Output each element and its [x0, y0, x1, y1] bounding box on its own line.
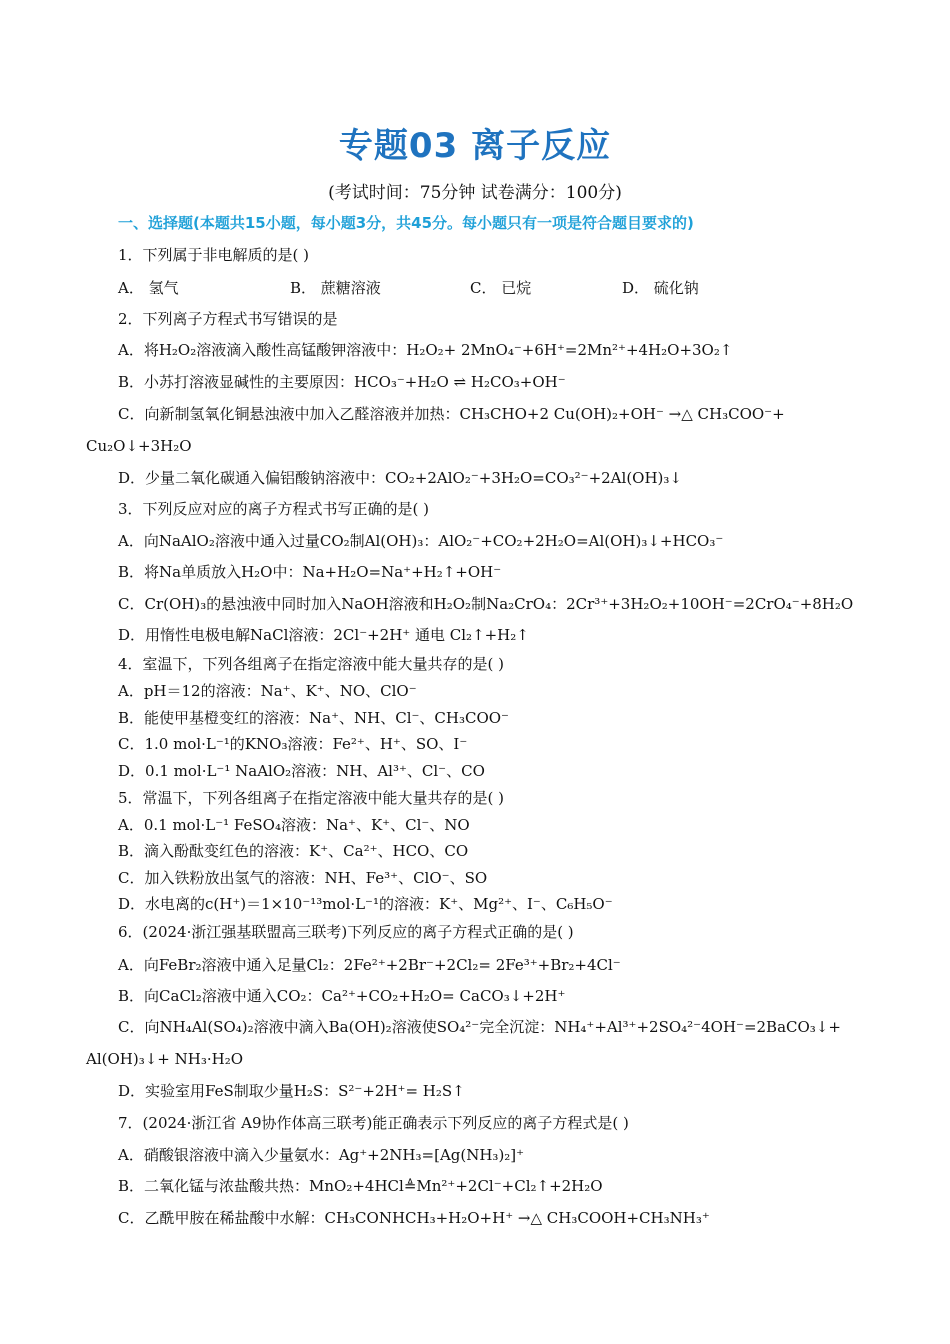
q7-option-a: A．硝酸银溶液中滴入少量氨水：Ag⁺+2NH₃=[Ag(NH₃)₂]⁺	[118, 1146, 525, 1164]
q4-stem: 4．室温下，下列各组离子在指定溶液中能大量共存的是( )	[118, 655, 505, 673]
q1-option-b: B． 蔗糖溶液	[290, 279, 381, 297]
q3-option-b: B．将Na单质放入H₂O中：Na+H₂O=Na⁺+H₂↑+OH⁻	[118, 563, 502, 581]
q5-option-d: D．水电离的c(H⁺)＝1×10⁻¹³mol·L⁻¹的溶液：K⁺、Mg²⁺、I⁻、C₆H₅O⁻	[118, 895, 613, 913]
q1-option-d: D． 硫化钠	[622, 279, 699, 297]
q3-stem: 3．下列反应对应的离子方程式书写正确的是( )	[118, 500, 430, 518]
q4-option-b: B．能使甲基橙变红的溶液：Na⁺、NH、Cl⁻、CH₃COO⁻	[118, 709, 509, 727]
q2-stem: 2．下列离子方程式书写错误的是	[118, 310, 338, 328]
q6-stem: 6．(2024·浙江强基联盟高三联考)下列反应的离子方程式正确的是( )	[118, 923, 574, 941]
section-heading: 一、选择题(本题共15小题，每小题3分，共45分。每小题只有一项是符合题目要求的)	[118, 214, 694, 232]
q5-option-a: A．0.1 mol·L⁻¹ FeSO₄溶液：Na⁺、K⁺、Cl⁻、NO	[118, 816, 470, 834]
q3-option-d: D．用惰性电极电解NaCl溶液：2Cl⁻+2H⁺ 通电 Cl₂↑+H₂↑	[118, 626, 529, 644]
q4-option-c: C．1.0 mol·L⁻¹的KNO₃溶液：Fe²⁺、H⁺、SO、I⁻	[118, 735, 468, 753]
q2-option-b: B．小苏打溶液显碱性的主要原因：HCO₃⁻+H₂O ⇌ H₂CO₃+OH⁻	[118, 373, 566, 391]
q6-option-c-cont: Al(OH)₃↓+ NH₃·H₂O	[86, 1050, 244, 1068]
q5-option-b: B．滴入酚酞变红色的溶液：K⁺、Ca²⁺、HCO、CO	[118, 842, 469, 860]
q4-option-a: A．pH＝12的溶液：Na⁺、K⁺、NO、ClO⁻	[118, 682, 417, 700]
q2-option-c-cont: Cu₂O↓+3H₂O	[86, 437, 192, 455]
q3-option-c: C．Cr(OH)₃的悬浊液中同时加入NaOH溶液和H₂O₂制Na₂CrO₄：2Cr³⁺+3H₂O₂+10OH⁻=2CrO₄⁻+8H₂O	[118, 595, 854, 613]
q7-option-c: C．乙酰甲胺在稀盐酸中水解：CH₃CONHCH₃+H₂O+H⁺ →△ CH₃COOH+CH₃NH₃⁺	[118, 1209, 710, 1227]
q1-option-c: C． 已烷	[470, 279, 532, 297]
q1-option-a: A． 氢气	[118, 279, 179, 297]
q2-option-a: A．将H₂O₂溶液滴入酸性高锰酸钾溶液中：H₂O₂+ 2MnO₄⁻+6H⁺=2Mn²⁺+4H₂O+3O₂↑	[118, 341, 733, 359]
q6-option-b: B．向CaCl₂溶液中通入CO₂：Ca²⁺+CO₂+H₂O= CaCO₃↓+2H⁺	[118, 987, 566, 1005]
q7-option-b: B．二氧化锰与浓盐酸共热：MnO₂+4HCl≜Mn²⁺+2Cl⁻+Cl₂↑+2H₂O	[118, 1177, 603, 1195]
q6-option-a: A．向FeBr₂溶液中通入足量Cl₂：2Fe²⁺+2Br⁻+2Cl₂= 2Fe³⁺+Br₂+4Cl⁻	[118, 956, 621, 974]
page-title: 专题03 离子反应	[338, 126, 612, 166]
exam-info: (考试时间：75分钟 试卷满分：100分)	[328, 183, 622, 203]
q1-stem: 1．下列属于非电解质的是( )	[118, 246, 310, 264]
q5-stem: 5．常温下，下列各组离子在指定溶液中能大量共存的是( )	[118, 789, 505, 807]
q6-option-d: D．实验室用FeS制取少量H₂S：S²⁻+2H⁺= H₂S↑	[118, 1082, 465, 1100]
q5-option-c: C．加入铁粉放出氢气的溶液：NH、Fe³⁺、ClO⁻、SO	[118, 869, 488, 887]
q7-stem: 7．(2024·浙江省 A9协作体高三联考)能正确表示下列反应的离子方程式是( )	[118, 1114, 629, 1132]
q4-option-d: D．0.1 mol·L⁻¹ NaAlO₂溶液：NH、Al³⁺、Cl⁻、CO	[118, 762, 485, 780]
q3-option-a: A．向NaAlO₂溶液中通入过量CO₂制Al(OH)₃：AlO₂⁻+CO₂+2H₂O=Al(OH)₃↓+HCO₃⁻	[118, 532, 724, 550]
q2-option-d: D．少量二氧化碳通入偏铝酸钠溶液中：CO₂+2AlO₂⁻+3H₂O=CO₃²⁻+2Al(OH)₃↓	[118, 469, 682, 487]
q2-option-c: C．向新制氢氧化铜悬浊液中加入乙醛溶液并加热：CH₃CHO+2 Cu(OH)₂+OH⁻ →△ CH₃COO⁻+	[118, 405, 785, 423]
q6-option-c: C．向NH₄Al(SO₄)₂溶液中滴入Ba(OH)₂溶液使SO₄²⁻完全沉淀：NH₄⁺+Al³⁺+2SO₄²⁻4OH⁻=2BaCO₃↓+	[118, 1018, 841, 1036]
